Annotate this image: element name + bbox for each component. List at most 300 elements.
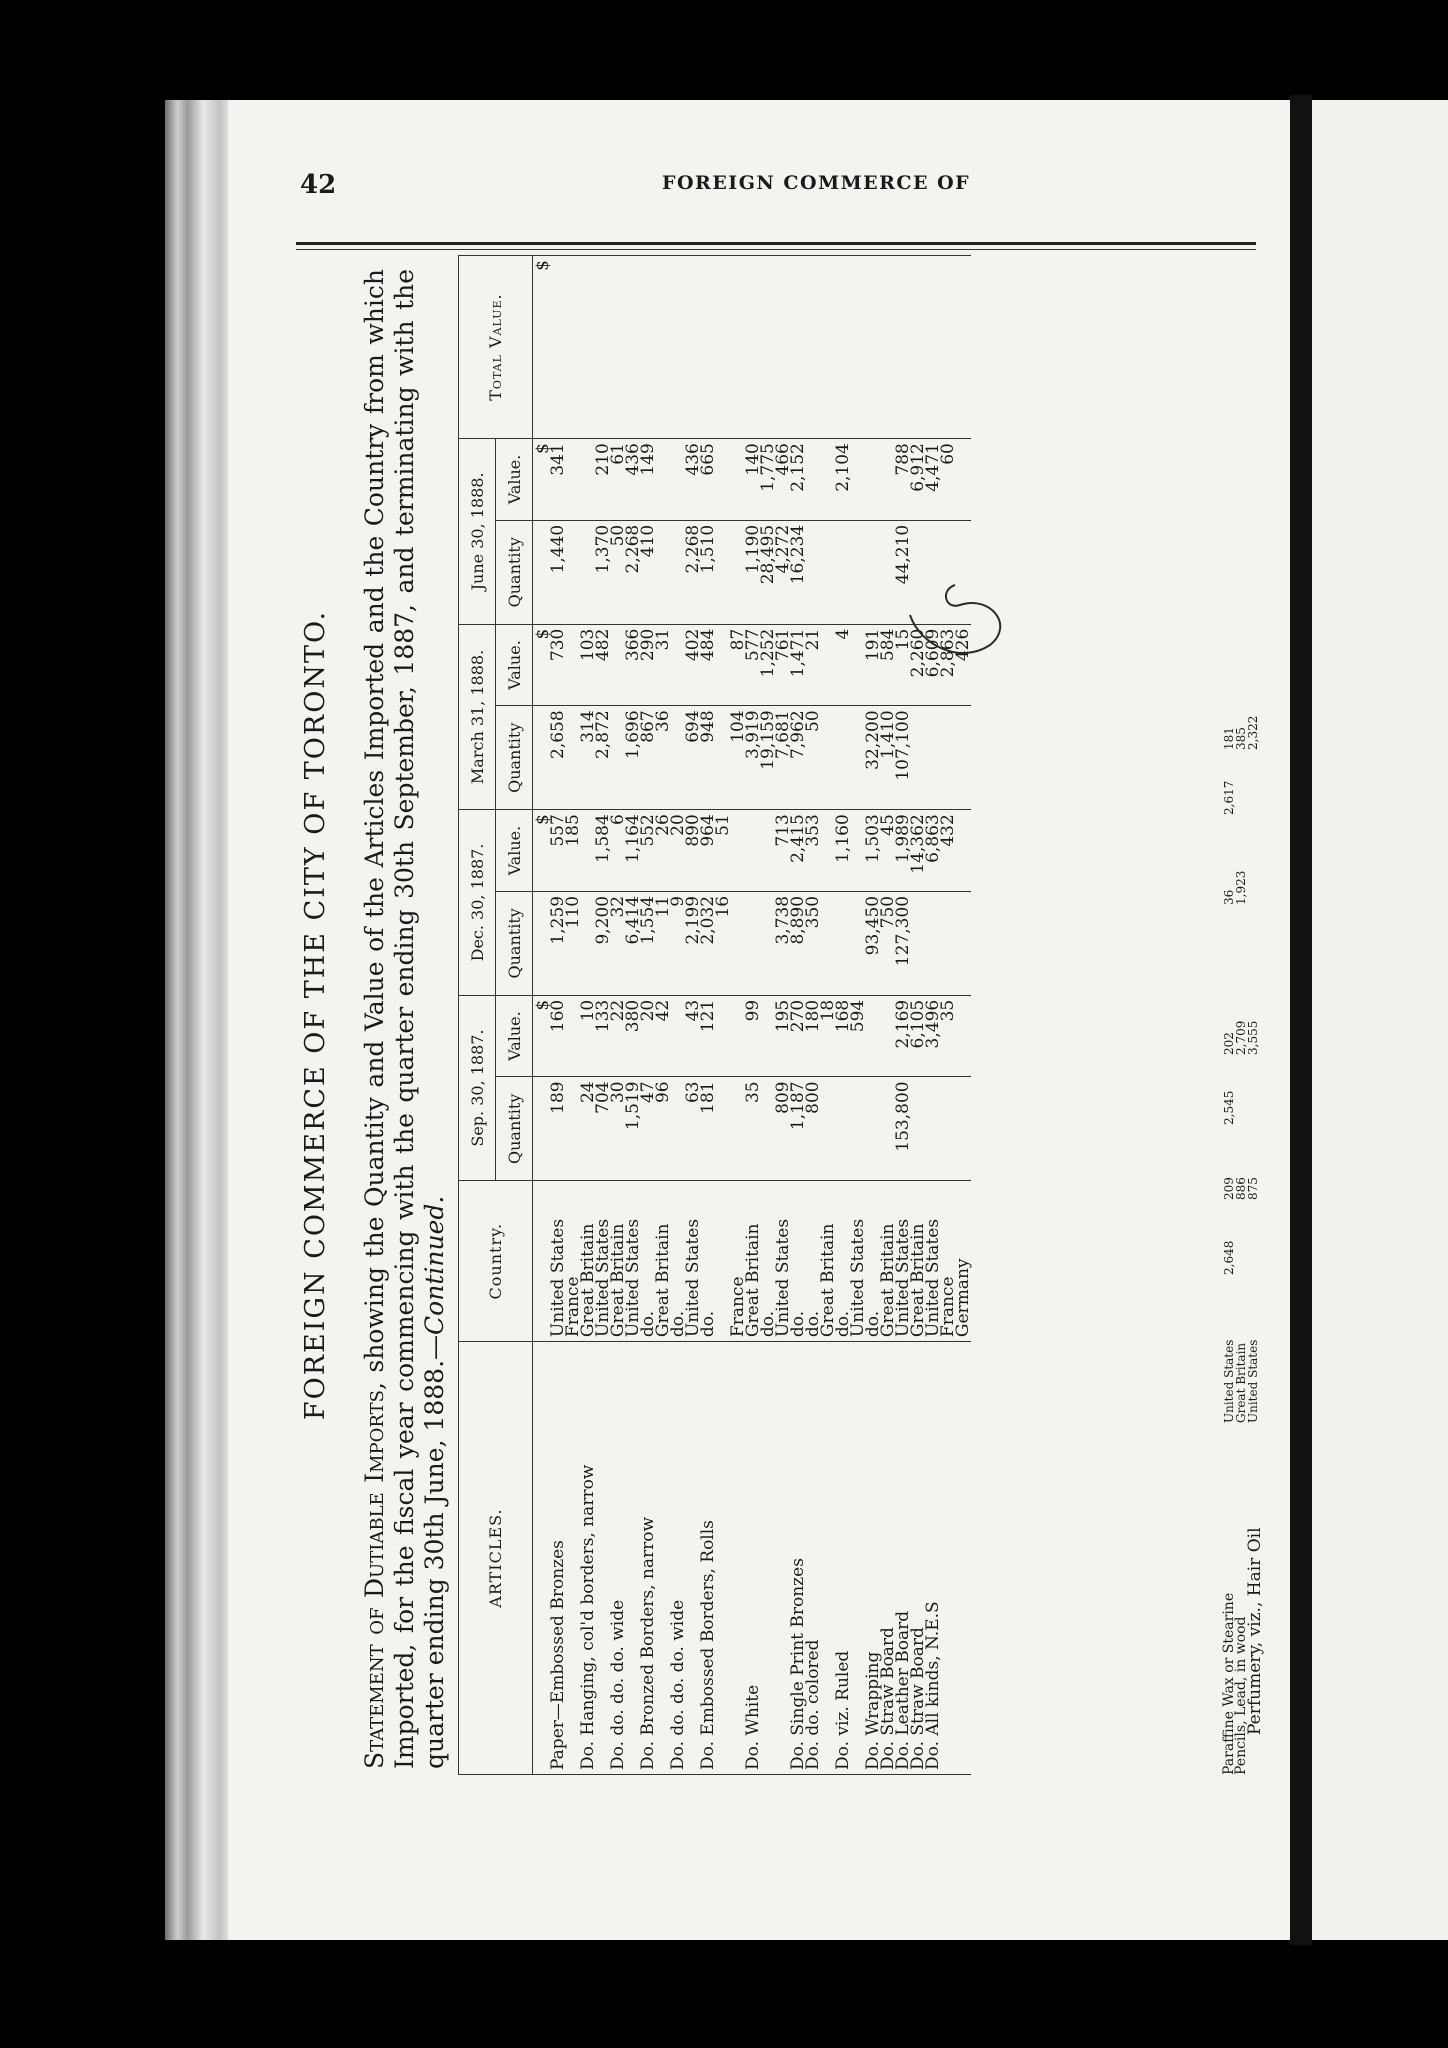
country-cell: Germany (956, 1181, 971, 1342)
value-cell: 484 (701, 624, 716, 706)
header-quarter-jun: June 30, 1888. (459, 439, 496, 625)
total-value-cell (941, 256, 956, 439)
tail-value: 3,555 (1246, 1020, 1260, 1055)
country-cell: United States (851, 1181, 866, 1342)
quantity-cell: 181 (701, 1077, 716, 1181)
quantity-cell (851, 1077, 866, 1181)
table-row (701, 256, 716, 1775)
header-quantity: Quantity (496, 520, 533, 624)
country-cell: France (566, 1181, 581, 1342)
dollar-sign: $ (533, 810, 552, 892)
total-value-cell (566, 256, 581, 439)
header-quarter-mar: March 31, 1888. (459, 624, 496, 810)
page-title: FOREIGN COMMERCE OF THE CITY OF TORONTO. (300, 609, 331, 1421)
quantity-cell: 2,268 (686, 520, 701, 624)
total-value-cell (806, 256, 821, 439)
total-value-cell (956, 256, 971, 439)
value-cell: 42 (656, 995, 671, 1077)
quantity-cell (911, 1077, 926, 1181)
quantity-cell (911, 891, 926, 995)
value-cell: 103 (581, 624, 596, 706)
quantity-cell (941, 520, 956, 624)
quantity-cell: 867 (641, 706, 656, 810)
quantity-cell: 104 (731, 706, 746, 810)
total-value-cell (836, 256, 851, 439)
country-cell: France (731, 1181, 746, 1342)
table-row (956, 256, 971, 1775)
country-cell: United States (596, 1181, 611, 1342)
header-quarter-dec: Dec. 30, 1887. (459, 810, 496, 996)
country-cell: do. (836, 1181, 851, 1342)
header-quantity: Quantity (496, 1077, 533, 1181)
total-value-cell (866, 256, 881, 439)
tail-value: 385 (1234, 727, 1248, 750)
value-cell: 1,164 (626, 810, 641, 892)
country-cell: Great Britain (881, 1181, 896, 1342)
quantity-cell: 63 (686, 1077, 701, 1181)
total-value-cell (716, 256, 731, 439)
value-cell: 26 (656, 810, 671, 892)
running-head: FOREIGN COMMERCE OF (662, 172, 971, 194)
quantity-cell (821, 891, 836, 995)
quantity-cell: 1,190 (746, 520, 761, 624)
quantity-cell: 1,440 (551, 520, 566, 624)
quantity-cell: 4,272 (776, 520, 791, 624)
tail-value: 202 (1222, 1032, 1236, 1055)
article-cell: Do. Hanging, col'd borders, narrow (581, 1342, 596, 1775)
quantity-cell: 96 (656, 1077, 671, 1181)
value-cell: 195 (776, 995, 791, 1077)
quantity-cell: 2,872 (596, 706, 611, 810)
value-cell: 2,260 (911, 624, 926, 706)
quantity-cell: 1,696 (626, 706, 641, 810)
table-row (866, 256, 881, 1775)
imports-table (458, 255, 971, 1775)
country-cell: Great Britain (611, 1181, 626, 1342)
header-value: Value. (496, 624, 533, 706)
tail-value: 2,545 (1222, 1090, 1236, 1125)
book-spine (1290, 95, 1312, 1945)
value-cell: 290 (641, 624, 656, 706)
value-cell: 713 (776, 810, 791, 892)
value-cell (716, 995, 731, 1077)
table-row (716, 256, 731, 1775)
value-cell: 14,362 (911, 810, 926, 892)
value-cell: 552 (641, 810, 656, 892)
total-value-cell (701, 256, 716, 439)
value-cell: 2,152 (791, 439, 806, 521)
quantity-cell: 1,259 (551, 891, 566, 995)
value-cell: 730 (551, 624, 566, 706)
quantity-cell: 704 (596, 1077, 611, 1181)
statement-body: showing the Quantity and Value of the Articles Imported and the Country from which Imported, for the fiscal year commencing with the quarter ending 30th September, 1887, and terminating with the quarter ending 30th June, 1888.— (360, 269, 449, 1769)
table-row (851, 256, 866, 1775)
value-cell (716, 439, 731, 521)
value-cell: 577 (746, 624, 761, 706)
value-cell: 1,584 (596, 810, 611, 892)
country-cell: do. (671, 1181, 686, 1342)
value-cell: 4,471 (926, 439, 941, 521)
country-cell: United States (776, 1181, 791, 1342)
value-cell: 6 (611, 810, 626, 892)
value-cell: 6,609 (926, 624, 941, 706)
quantity-cell (866, 1077, 881, 1181)
tail-article-perfumery: Perfumery, viz., Hair Oil (1245, 1527, 1265, 1735)
article-cell (956, 1342, 971, 1775)
quantity-cell: 110 (566, 891, 581, 995)
header-value: Value. (496, 439, 533, 521)
quantity-cell: 36 (656, 706, 671, 810)
quantity-cell (926, 1077, 941, 1181)
value-cell: 964 (701, 810, 716, 892)
quantity-cell (836, 1077, 851, 1181)
tail-value: 2,648 (1222, 1240, 1236, 1275)
table-row (941, 256, 956, 1775)
quantity-cell: 800 (806, 1077, 821, 1181)
value-cell (566, 439, 581, 521)
quantity-cell: 189 (551, 1077, 566, 1181)
value-cell: 45 (881, 810, 896, 892)
table-row (656, 256, 671, 1775)
value-cell: 341 (551, 439, 566, 521)
value-cell (956, 810, 971, 892)
country-cell: do. (806, 1181, 821, 1342)
quantity-cell: 30 (611, 1077, 626, 1181)
header-value: Value. (496, 995, 533, 1077)
quantity-cell (821, 706, 836, 810)
value-cell (746, 810, 761, 892)
quantity-cell: 50 (806, 706, 821, 810)
value-cell: 168 (836, 995, 851, 1077)
tail-article-paraffine: Paraffine Wax or Stearine (1221, 1592, 1237, 1775)
quantity-cell: 153,800 (896, 1077, 911, 1181)
country-cell: do. (641, 1181, 656, 1342)
value-cell: 557 (551, 810, 566, 892)
tail-value: 1,923 (1234, 870, 1248, 905)
quantity-cell (926, 520, 941, 624)
quantity-cell: 1,510 (701, 520, 716, 624)
article-cell: Do. do. colored (806, 1342, 821, 1775)
value-cell: 43 (686, 995, 701, 1077)
quantity-cell: 2,658 (551, 706, 566, 810)
quantity-cell: 948 (701, 706, 716, 810)
statement-text (360, 269, 450, 1769)
value-cell: 149 (641, 439, 656, 521)
value-cell: 15 (896, 624, 911, 706)
tail-value: 36 (1222, 889, 1236, 905)
value-cell: 191 (866, 624, 881, 706)
country-cell: do. (791, 1181, 806, 1342)
total-value-cell (626, 256, 641, 439)
header-rule-thin (296, 249, 1256, 250)
value-cell: 51 (716, 810, 731, 892)
total-value-cell (761, 256, 776, 439)
next-section-fragment (1221, 255, 1265, 1775)
quantity-cell (806, 520, 821, 624)
value-cell: 1,471 (791, 624, 806, 706)
country-cell: do. (866, 1181, 881, 1342)
quantity-cell: 314 (581, 706, 596, 810)
country-cell: United States (926, 1181, 941, 1342)
quantity-cell: 350 (806, 891, 821, 995)
value-cell: 20 (671, 810, 686, 892)
country-cell: France (941, 1181, 956, 1342)
header-rule-thick (296, 242, 1256, 245)
quantity-cell: 93,450 (866, 891, 881, 995)
quantity-cell (911, 706, 926, 810)
page-number: 42 (300, 170, 337, 200)
total-value-cell (596, 256, 611, 439)
country-cell: United States (896, 1181, 911, 1342)
quantity-cell (656, 520, 671, 624)
statement-lead: Statement of Dutiable Imports, (360, 1382, 389, 1769)
value-cell: 4 (836, 624, 851, 706)
article-cell: Do. White (746, 1342, 761, 1775)
value-cell: 1,252 (761, 624, 776, 706)
country-cell: United States (686, 1181, 701, 1342)
value-cell: 788 (896, 439, 911, 521)
country-cell: Great Britain (581, 1181, 596, 1342)
quantity-cell: 410 (641, 520, 656, 624)
value-cell: 432 (941, 810, 956, 892)
total-value-cell (641, 256, 656, 439)
value-cell: 60 (941, 439, 956, 521)
article-cell (761, 1342, 776, 1775)
total-value-cell (611, 256, 626, 439)
quantity-cell: 1,410 (881, 706, 896, 810)
total-value-cell (821, 256, 836, 439)
total-value-cell (686, 256, 701, 439)
quantity-cell: 7,681 (776, 706, 791, 810)
quantity-cell (731, 891, 746, 995)
table-row (551, 256, 566, 1775)
quantity-cell: 1,554 (641, 891, 656, 995)
value-cell: 99 (746, 995, 761, 1077)
total-value-cell (551, 256, 566, 439)
value-cell: 21 (806, 624, 821, 706)
quantity-cell: 8,890 (791, 891, 806, 995)
total-value-cell (731, 256, 746, 439)
quantity-cell (566, 520, 581, 624)
total-value-cell (896, 256, 911, 439)
value-cell: 2,415 (791, 810, 806, 892)
quantity-cell: 35 (746, 1077, 761, 1181)
quantity-cell: 2,268 (626, 520, 641, 624)
total-value-cell (881, 256, 896, 439)
tail-country: Great Britain (1234, 1342, 1248, 1423)
quantity-cell: 32,200 (866, 706, 881, 810)
quantity-cell: 32 (611, 891, 626, 995)
value-cell: 270 (791, 995, 806, 1077)
country-cell: Great Britain (821, 1181, 836, 1342)
value-cell: 10 (581, 995, 596, 1077)
value-cell: 22 (611, 995, 626, 1077)
article-cell: Do. Embossed Borders, Rolls (701, 1342, 716, 1775)
value-cell: 6,912 (911, 439, 926, 521)
quantity-cell: 3,738 (776, 891, 791, 995)
value-cell: 133 (596, 995, 611, 1077)
quantity-cell: 107,100 (896, 706, 911, 810)
value-cell (866, 439, 881, 521)
quantity-cell (956, 706, 971, 810)
value-cell: 594 (851, 995, 866, 1077)
value-cell (656, 439, 671, 521)
tail-article-pencils: Pencils, Lead, in wood (1233, 1616, 1249, 1775)
value-cell: 6,105 (911, 995, 926, 1077)
value-cell: 2,863 (941, 624, 956, 706)
quantity-cell (926, 891, 941, 995)
quantity-cell (941, 706, 956, 810)
value-cell (806, 439, 821, 521)
total-value-cell (746, 256, 761, 439)
quantity-cell: 19,159 (761, 706, 776, 810)
dollar-sign: $ (533, 995, 552, 1077)
total-value-cell (926, 256, 941, 439)
article-cell: Do. do. do. do. wide (671, 1342, 686, 1775)
value-cell: 185 (566, 810, 581, 892)
page-edge-left (165, 100, 235, 1940)
quantity-cell (821, 1077, 836, 1181)
total-value-cell (791, 256, 806, 439)
tail-value: 875 (1246, 1177, 1260, 1200)
value-cell: 366 (626, 624, 641, 706)
header-quantity: Quantity (496, 891, 533, 995)
article-cell: Do. Wrapping (866, 1342, 881, 1775)
value-cell: 402 (686, 624, 701, 706)
value-cell: 466 (776, 439, 791, 521)
tail-value: 209 (1222, 1177, 1236, 1200)
value-cell: 210 (596, 439, 611, 521)
value-cell: 1,503 (866, 810, 881, 892)
article-cell: Do. viz. Ruled (836, 1342, 851, 1775)
quantity-cell: 1,370 (596, 520, 611, 624)
article-cell: Do. do. do. do. wide (611, 1342, 626, 1775)
quantity-cell (851, 520, 866, 624)
quantity-cell: 9,200 (596, 891, 611, 995)
dollar-sign: $ (533, 624, 552, 706)
value-cell (851, 439, 866, 521)
tail-value: 181 (1222, 727, 1236, 750)
value-cell: 160 (551, 995, 566, 1077)
quantity-cell: 1,187 (791, 1077, 806, 1181)
quantity-cell (926, 706, 941, 810)
tail-value: 886 (1234, 1177, 1248, 1200)
quantity-cell (866, 520, 881, 624)
quantity-cell: 2,199 (686, 891, 701, 995)
quantity-cell: 50 (611, 520, 626, 624)
article-cell: Do. Straw Board (911, 1342, 926, 1775)
header-total-value: Total Value. (459, 256, 533, 439)
quantity-cell (716, 520, 731, 624)
quantity-cell: 16,234 (791, 520, 806, 624)
value-cell: 87 (731, 624, 746, 706)
quantity-cell (836, 520, 851, 624)
quantity-cell: 750 (881, 891, 896, 995)
quantity-cell: 28,495 (761, 520, 776, 624)
facing-page (1312, 100, 1448, 1940)
value-cell: 18 (821, 995, 836, 1077)
quantity-cell (941, 891, 956, 995)
article-cell: Do. Straw Board (881, 1342, 896, 1775)
tail-value: 2,709 (1234, 1020, 1248, 1055)
quantity-cell (746, 891, 761, 995)
article-cell (941, 1342, 956, 1775)
value-cell (956, 439, 971, 521)
dollar-sign: $ (533, 439, 552, 521)
value-cell: 180 (806, 995, 821, 1077)
value-cell: 31 (656, 624, 671, 706)
country-cell: Great Britain (746, 1181, 761, 1342)
quantity-cell: 9 (671, 891, 686, 995)
value-cell: 20 (641, 995, 656, 1077)
quantity-cell: 3,919 (746, 706, 761, 810)
quantity-cell: 7,962 (791, 706, 806, 810)
quantity-cell (821, 520, 836, 624)
quantity-cell: 809 (776, 1077, 791, 1181)
country-cell: United States (551, 1181, 566, 1342)
article-cell: Do. Bronzed Borders, narrow (641, 1342, 656, 1775)
value-cell: 436 (686, 439, 701, 521)
article-cell: Do. All kinds, N.E.S (926, 1342, 941, 1775)
value-cell: 61 (611, 439, 626, 521)
country-cell: Great Britain (911, 1181, 926, 1342)
statement-continued: Continued. (420, 1195, 449, 1335)
quantity-cell: 24 (581, 1077, 596, 1181)
quantity-cell: 2,032 (701, 891, 716, 995)
total-value-cell (776, 256, 791, 439)
quantity-cell (956, 891, 971, 995)
country-cell: do. (701, 1181, 716, 1342)
value-cell (956, 995, 971, 1077)
quantity-cell: 16 (716, 891, 731, 995)
country-cell: do. (761, 1181, 776, 1342)
total-value-cell (851, 256, 866, 439)
article-cell: Do. Leather Board (896, 1342, 911, 1775)
value-cell: 121 (701, 995, 716, 1077)
value-cell: 353 (806, 810, 821, 892)
article-cell: Paper—Embossed Bronzes (551, 1342, 566, 1775)
quantity-cell (941, 1077, 956, 1181)
quantity-cell: 6,414 (626, 891, 641, 995)
quantity-cell: 11 (656, 891, 671, 995)
table-body (533, 256, 972, 1775)
value-cell: 436 (626, 439, 641, 521)
total-value-cell (581, 256, 596, 439)
dollar-sign: $ (533, 256, 552, 439)
header-quantity: Quantity (496, 706, 533, 810)
value-cell: 2,169 (896, 995, 911, 1077)
total-value-cell (656, 256, 671, 439)
value-cell: 584 (881, 624, 896, 706)
quantity-cell: 1,519 (626, 1077, 641, 1181)
rotated-table-block (300, 255, 1275, 1775)
value-cell (866, 995, 881, 1077)
header-country: Country. (459, 1181, 533, 1342)
value-cell: 761 (776, 624, 791, 706)
value-cell: 3,496 (926, 995, 941, 1077)
total-value-cell (911, 256, 926, 439)
value-cell: 665 (701, 439, 716, 521)
tail-country: United States (1222, 1339, 1236, 1423)
value-cell: 6,863 (926, 810, 941, 892)
quantity-cell (836, 706, 851, 810)
value-cell: 2,104 (836, 439, 851, 521)
value-cell: 1,775 (761, 439, 776, 521)
total-value-cell (671, 256, 686, 439)
quantity-cell (911, 520, 926, 624)
quantity-cell: 127,300 (896, 891, 911, 995)
article-cell: Do. Single Print Bronzes (791, 1342, 806, 1775)
